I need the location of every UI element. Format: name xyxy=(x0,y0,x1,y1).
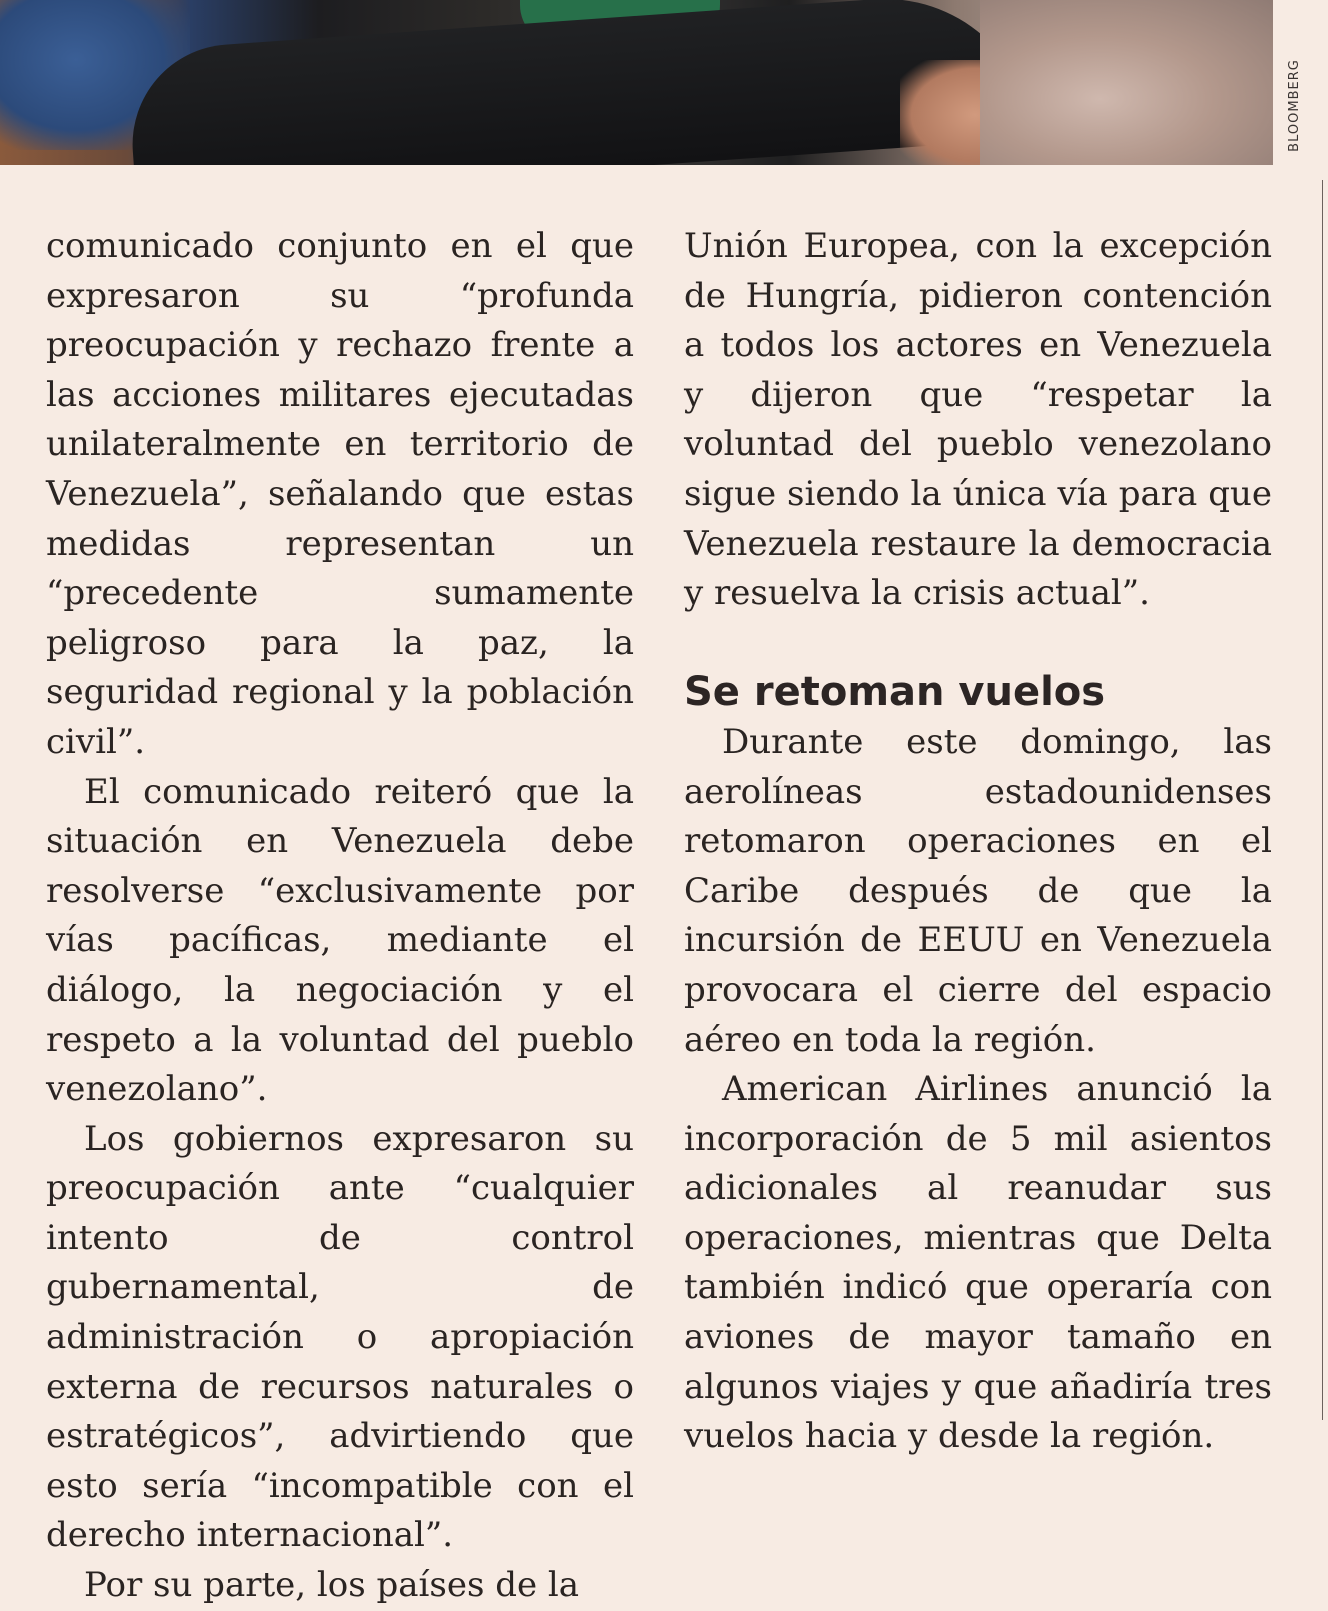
article-column-left xyxy=(46,222,634,1611)
paragraph: Por su parte, los países de la xyxy=(84,1565,580,1606)
photo-dark-object xyxy=(126,0,1034,165)
photo-credit xyxy=(1281,40,1307,170)
news-photo xyxy=(0,0,1273,165)
photo-figure-right xyxy=(980,0,1273,165)
paragraph: Durante este domingo, las aerolíneas estadounidenses retomaron operaciones en el Caribe después de que la incursión de EEUU en Venezuela provocara el cierre del espacio aéreo en toda la región. xyxy=(684,721,1272,1060)
column-rule xyxy=(1322,180,1323,1420)
paragraph: comunicado conjunto en el que expresaron su “profunda preocupación y rechazo frente a las acciones militares ejecutadas unilateralmente en territorio de Venezuela”, señalando que estas medidas representan un “precedente sumamente peligroso para la paz, la seguridad regional y la población civil”. xyxy=(46,226,634,762)
paragraph: American Airlines anunció la incorporación de 5 mil asientos adicionales al reanudar sus operaciones, mientras que Delta también indicó que operaría con aviones de mayor tamaño en algunos viajes y que añadiría tres vuelos hacia y desde la región. xyxy=(684,1069,1272,1457)
article-column-right xyxy=(684,222,1272,1462)
section-subheading: Se retoman vuelos xyxy=(684,669,1106,716)
photo-credit-text: BLOOMBERG xyxy=(1286,58,1302,152)
paragraph: El comunicado reiteró que la situación en Venezuela debe resolverse “exclusivamente por vías pacíficas, mediante el diálogo, la negociación y el respeto a la voluntad del pueblo venezolano”. xyxy=(46,771,634,1110)
paragraph: Unión Europea, con la excepción de Hungría, pidieron contención a todos los actores en Venezuela y dijeron que “respetar la voluntad del pueblo venezolano sigue siendo la única vía para que Venezuela restaure la democracia y resuelva la crisis actual”. xyxy=(684,226,1272,614)
paragraph: Los gobiernos expresaron su preocupación ante “cualquier intento de control gubernamental, de administración o apropiación externa de recursos naturales o estratégicos”, advirtiendo que esto sería “incompatible con el derecho internacional”. xyxy=(46,1118,634,1556)
